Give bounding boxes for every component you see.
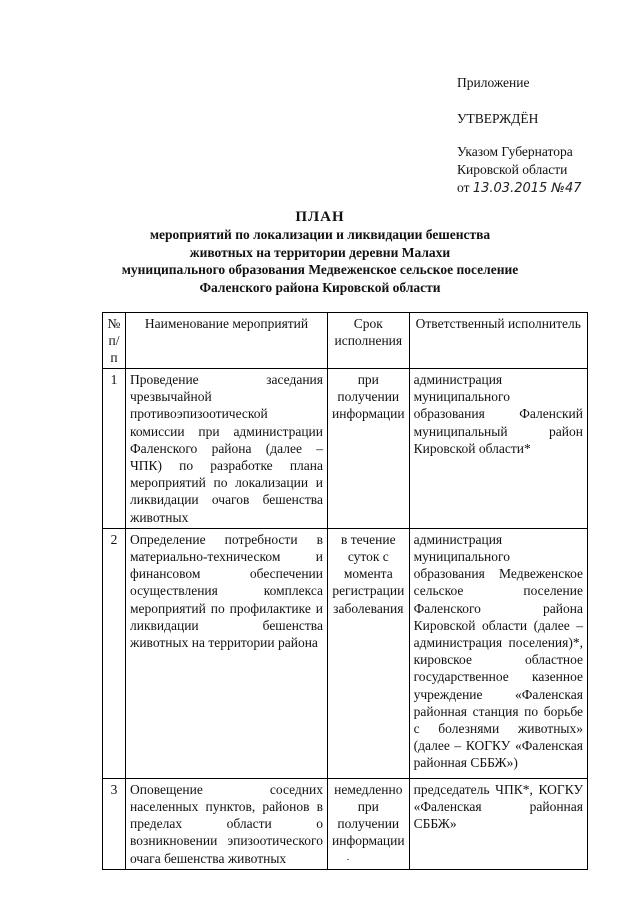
plan-table xyxy=(102,312,588,870)
row-executor: председатель ЧПК*, КОГКУ «Фаленская районная СББЖ» xyxy=(409,778,587,869)
decree-date xyxy=(457,179,582,198)
approved-label: УТВЕРЖДЁН xyxy=(457,111,539,126)
appendix-label: Приложение xyxy=(457,75,530,90)
row-num: 2 xyxy=(103,528,126,778)
title-line-3: муниципального образования Медвеженское сельское поселение xyxy=(121,262,519,277)
decree-line-1: Указом Губернатора xyxy=(457,144,573,159)
row-name: Оповещение соседних населенных пунктов, районов в пределах области о возникновении эпизоотического очага бешенства животных xyxy=(126,778,328,869)
header-executor: Ответственный исполнитель xyxy=(409,313,587,369)
title-line-4: Фаленского района Кировской области xyxy=(199,279,441,295)
document-title xyxy=(0,208,640,296)
row-name: Определение потребности в материально-техническом и финансовом обеспечении осуществления комплекса мероприятий по профилактике и ликвидации бешенства животных на территории района xyxy=(126,528,328,778)
date-prefix: от xyxy=(457,180,470,195)
scan-speck xyxy=(347,859,349,860)
row-name: Проведение заседания чрезвычайной противоэпизоотической комиссии при администрации Фаленского района (далее – ЧПК) по разработке плана мероприятий по локализации и ликвидации очагов бешенства животных xyxy=(126,369,328,529)
row-term: немедленно при получении информации xyxy=(328,778,410,869)
header-num: № п/п xyxy=(103,313,126,369)
table-row xyxy=(103,528,588,778)
row-executor: администрация муниципального образования Медвеженское сельское поселение Фаленского района Кировской области (далее – администрация поселения)*, кировское областное государственное казенное учреждение «Фаленская районная станция по борьбе с болезнями животных» (далее – КОГКУ «Фаленская районная СББЖ») xyxy=(409,528,587,778)
plan-title: ПЛАН xyxy=(295,209,345,225)
approval-block xyxy=(457,74,582,198)
row-term: в течение суток с момента регистрации заболевания xyxy=(328,528,410,778)
header-term: Срок исполнения xyxy=(328,313,410,369)
title-line-2: животных на территории деревни Малахи xyxy=(189,244,451,260)
row-num: 1 xyxy=(103,369,126,529)
table-row xyxy=(103,778,588,869)
decree-line-2: Кировской области xyxy=(457,162,568,177)
row-term: при получении информации xyxy=(328,369,410,529)
header-name: Наименование мероприятий xyxy=(126,313,328,369)
row-num: 3 xyxy=(103,778,126,869)
title-line-1: мероприятий по локализации и ликвидации бешенства xyxy=(149,227,491,242)
table-row xyxy=(103,369,588,529)
row-executor: администрация муниципального образования Фаленский муниципальный район Кировской области* xyxy=(409,369,587,529)
table-header-row xyxy=(103,313,588,369)
handwritten-date-number: 13.03.2015 №47 xyxy=(472,181,582,196)
